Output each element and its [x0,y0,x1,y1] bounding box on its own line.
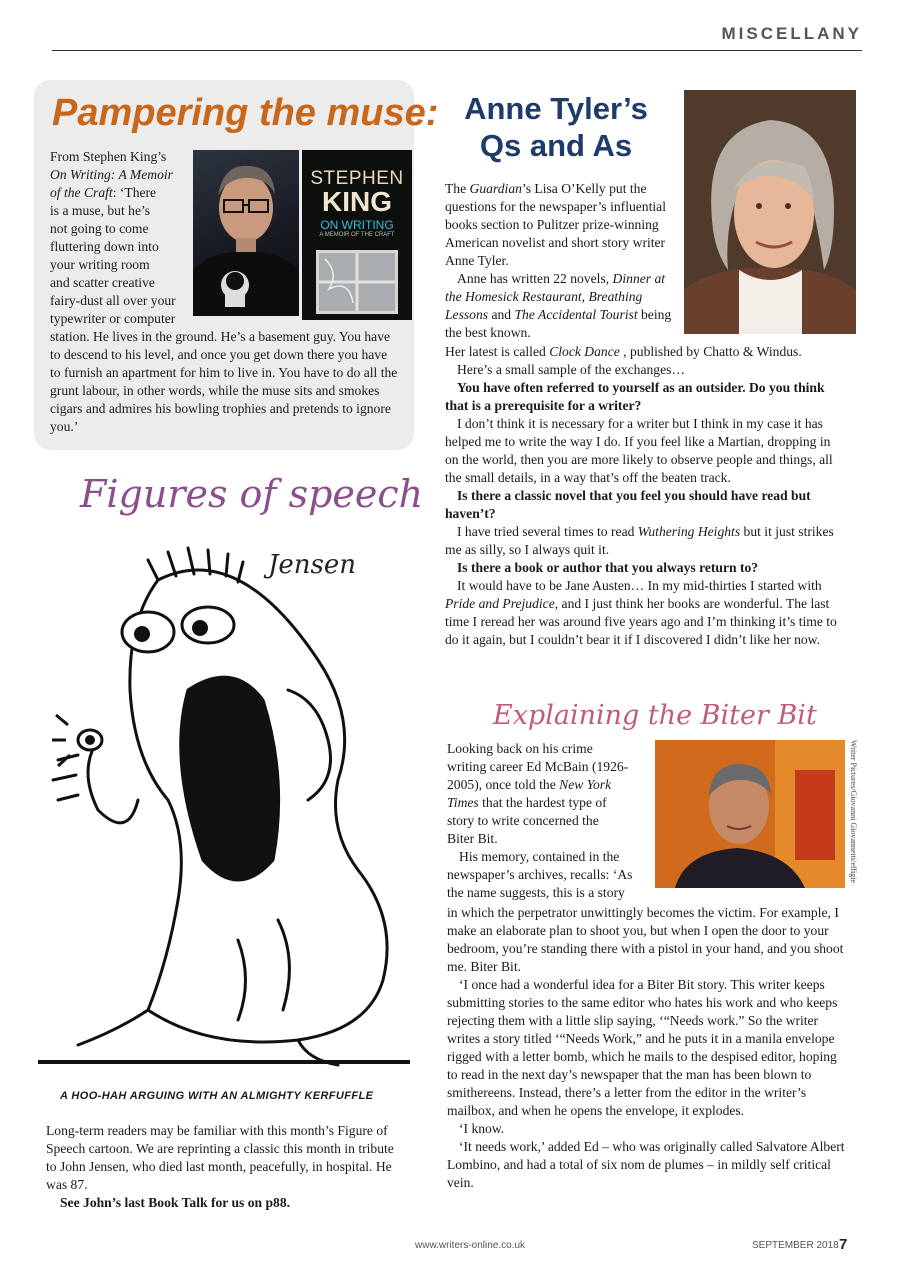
anne-q3: Is there a book or author that you always return to? [457,560,759,575]
book-subtitle: A MEMOIR OF THE CRAFT [319,232,395,238]
anne-a3-b: , and I just think her books are wonderful. The last time I reread her was around five years ago and I’m thinking it’s time to do it again, but I couldn’t bear it if I discovered I didn’t like her now. [445,596,837,647]
pampering-line-9: fairy-dust all over your [50,293,176,308]
anne-a2-title: Wuthering Heights [637,524,741,539]
anne-tyler-figure [684,90,856,334]
biter-line-4-text: that the hardest type of [478,795,607,810]
anne-p2-b: being the best known. [445,307,672,340]
pampering-line-3 [50,184,192,202]
biter-line-4 [447,794,653,812]
anne-tyler-photo [684,90,856,334]
biter-body [447,904,845,1192]
pampering-line-5: not going to come [50,221,149,236]
anne-intro-b: ’s Lisa O’Kelly put the questions for the newspaper’s influential books section to Pulitzer prize-winning American novelist and short story writer Anne Tyler. [445,181,666,268]
anne-intro [445,180,677,342]
book-author-last: KING [322,186,392,217]
biter-line-3-title: New York [559,777,612,792]
biter-p2: ‘I once had a wonderful idea for a Biter Bit story. This writer keeps submitting stories to the same editor who hates his work and who keeps rejecting them with a little slip saying, ‘“Needs work.” So the writer writes a story titled ‘“Needs Work,” and he puts it in a manila envelope rigged with a letter bomb, which he mails to the despised editor, hoping to read in the next day’s newspaper that the man has been blown to smithereens. Instead, there’s a letter from the editor in the writer’s mailbox, and when he opens the envelope, it explodes. [447,977,838,1118]
pampering-line-8: and scatter creative [50,275,155,290]
pampering-line-4: is a muse, but he’s [50,203,151,218]
pampering-line-2: On Writing: A Memoir [50,167,173,182]
biter-bit-title: Explaining the Biter Bit [493,700,817,731]
biter-intro-lines [447,740,653,902]
pampering-quote-rest: station. He lives in the ground. He’s a basement guy. You have to descend to his level, and once you get down there you have to furnish an apartment for him to live in. You have to do all the grunt labour, in other words, while the muse sits and smokes cigars and admires his bowling trophies and pretends to ignore you.’ [50,329,398,434]
footer-url[interactable]: www.writers-online.co.uk [415,1240,526,1251]
biter-line-2: writing career Ed McBain (1926- [447,759,629,774]
figures-title: Figures of speech [80,472,424,516]
biter-line-6: Biter Bit. [447,831,498,846]
footer-date: SEPTEMBER 2018 [752,1240,839,1251]
anne-a3-a: It would have to be Jane Austen… In my mid-thirties I started with [457,578,822,593]
pampering-line-6: fluttering down into [50,239,159,254]
anne-p3-a: Her latest is called [445,344,550,359]
biter-p1-rest: in which the perpetrator unwittingly becomes the victim. For example, I make an elaborate plan to shoot you, but when I open the door to your bedroom, you’re standing there with a pistol in your hand, and you shoot me. Biter Bit. [447,905,844,974]
anne-a2-b: but it just strikes me as silly, so I always quit it. [445,524,834,557]
pampering-intro-lines [50,148,192,328]
biter-line-3 [447,776,653,794]
anne-p2-a: Anne has written 22 novels, [457,271,613,286]
window-panes [319,253,395,311]
biter-line-5: story to write concerned the [447,813,599,828]
figures-see-more: See John’s last Book Talk for us on p88. [60,1195,291,1210]
anne-p3-title: Clock Dance [549,344,620,359]
anne-p3-b: , published by Chatto & Windus. [619,344,802,359]
ed-mcbain-photo [655,740,845,888]
figures-body: Long-term readers may be familiar with this month’s Figure of Speech cartoon. We are reprinting a classic this month in tribute to John Jensen, who died last month, peacefully, in hospital. He was 87. [46,1123,394,1192]
pampering-line-3-title: of the Craft [50,185,113,200]
ed-mcbain-figure [655,740,845,888]
anne-p2-and: and [488,307,515,322]
anne-q1: You have often referred to yourself as an outsider. Do you think that is a prerequisite for a writer? [445,380,825,413]
on-writing-book-cover [302,150,412,320]
anne-a2-a: I have tried several times to read [457,524,638,539]
stephen-king-photo [193,150,299,316]
header-rule [52,50,862,51]
anne-q2: Is there a classic novel that you feel you should have read but haven’t? [445,488,811,521]
anne-p4: Here’s a small sample of the exchanges… [457,362,685,377]
anne-tyler-title: Anne Tyler’s Qs and As [464,91,648,163]
anne-qa [445,343,845,649]
stephen-king-figure [193,150,299,316]
pampering-line-10: typewriter or computer [50,311,176,326]
biter-line-8: newspaper’s archives, recalls: ‘As [447,867,633,882]
anne-intro-guardian: Guardian [469,181,522,196]
anne-p2-titles: Dinner at the Homesick Restaurant, Breathing Lessons [445,271,666,322]
biter-line-3-text: 2005), once told the [447,777,560,792]
page-number: 7 [839,1236,848,1253]
cartoon-caption: A HOO-HAH ARGUING WITH AN ALMIGHTY KERFUFFLE [60,1090,374,1102]
book-title: ON WRITING [320,218,394,232]
pampering-line-7: your writing room [50,257,150,272]
biter-line-4-title: Times [447,795,479,810]
anne-intro-a: The [445,181,470,196]
biter-line-1: Looking back on his crime [447,741,593,756]
anne-a1: I don’t think it is necessary for a writer but I think in my case it has helped me to write the way I do. If you feel like a Martian, dropping in on the world, then you are more likely to observe people and things, all the small details, in a way that’s off the beaten track. [445,416,833,485]
biter-p4: ‘It needs work,’ added Ed – who was originally called Salvatore Albert Lombino, and had a total of six nom de plumes – in mildly self critical vein. [447,1139,845,1190]
pampering-line-3-rest: : ‘There [112,185,157,200]
cartoon-drawing [38,540,410,1075]
book-author-first: STEPHEN [310,168,404,189]
cartoon-signature: Jensen [268,550,357,580]
book-window-image [316,250,398,314]
biter-p3: ‘I know. [459,1121,505,1136]
anne-a3-title: Pride and Prejudice [445,596,555,611]
pampering-title: Pampering the muse: [52,92,439,134]
jensen-cartoon [38,540,410,1075]
pampering-line-1: From Stephen King’s [50,149,167,164]
biter-line-7: His memory, contained in the [459,849,620,864]
anne-p2-title2: The Accidental Tourist [514,307,638,322]
biter-line-9: the name suggests, this is a story [447,885,625,900]
photo-credit: Writer Pictures/Giovanni Giovannetti/effigie [849,740,858,884]
section-label: MISCELLANY [721,24,862,43]
